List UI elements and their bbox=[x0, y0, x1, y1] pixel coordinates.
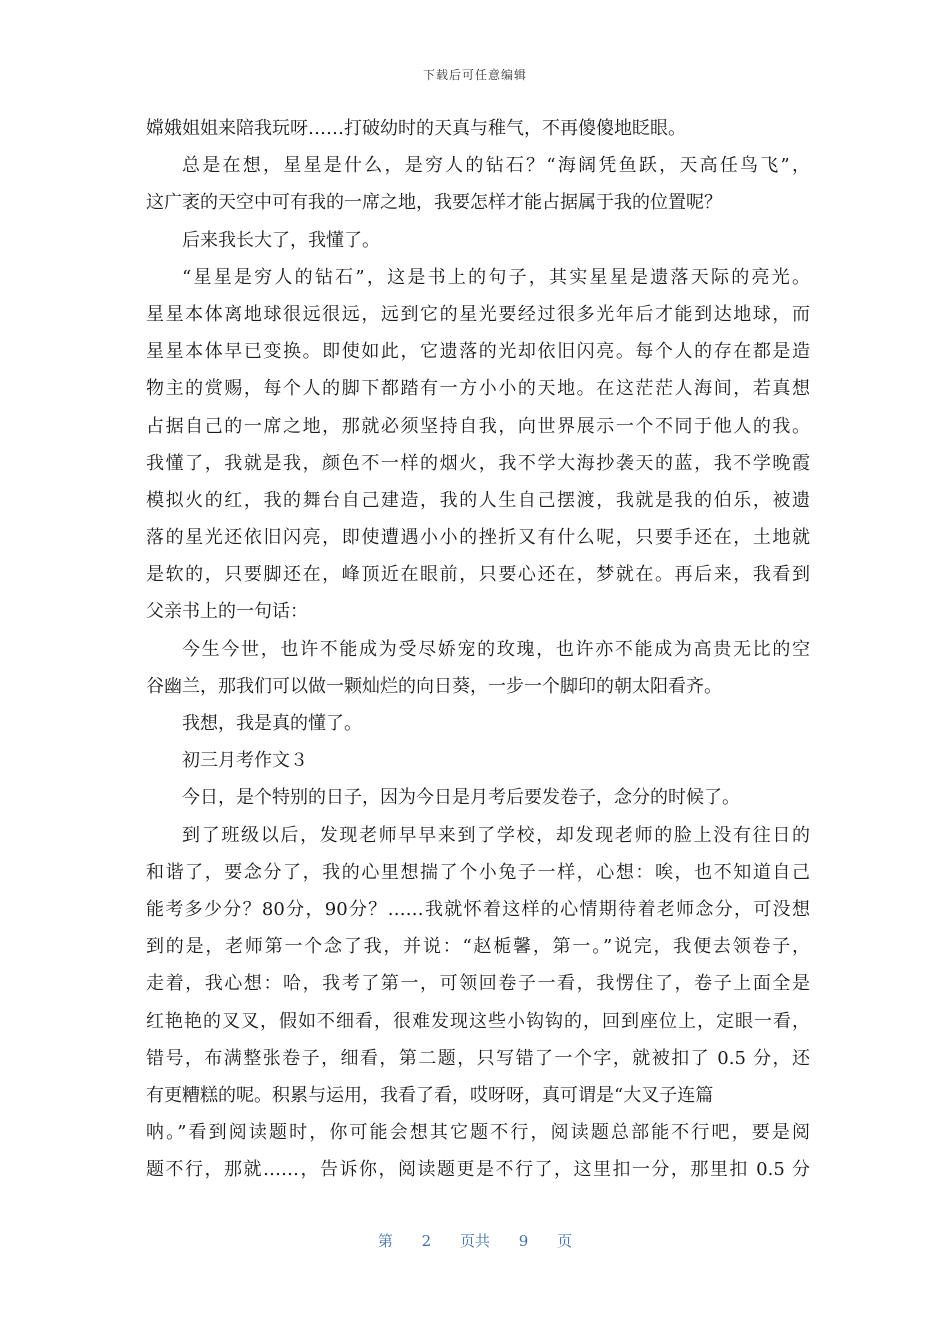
footer-prefix: 第 bbox=[377, 1232, 393, 1250]
text-line: 能考多少分？80分，90分？……我就怀着这样的心情期待着老师念分，可没想 bbox=[146, 898, 810, 920]
text-line: 题不行，那就……，告诉你，阅读题更是不行了，这里扣一分，那里扣 0.5 分 bbox=[146, 1159, 810, 1181]
text-line: 谷幽兰，那我们可以做一颗灿烂的向日葵，一步一个脚印的朝太阳看齐。 bbox=[146, 675, 722, 697]
text-line: 后来我长大了，我懂了。 bbox=[182, 229, 380, 251]
text-line: 今生今世，也许不能成为受尽娇宠的玫瑰，也许亦不能成为高贵无比的空 bbox=[182, 638, 810, 660]
footer-page-number: 2 bbox=[421, 1232, 432, 1250]
text-line: 总是在想，星星是什么，是穷人的钻石？“海阔凭鱼跃，天高任鸟飞”， bbox=[182, 155, 810, 177]
footer-middle: 页共 bbox=[459, 1232, 490, 1250]
text-line: 这广袤的天空中可有我的一席之地，我要怎样才能占据属于我的位置呢？ bbox=[146, 192, 722, 214]
text-line: 我懂了，我就是我，颜色不一样的烟火，我不学大海抄袭天的蓝，我不学晚霞 bbox=[146, 452, 810, 474]
page-footer bbox=[0, 1230, 950, 1251]
text-line: 物主的赏赐，每个人的脚下都踏有一方小小的天地。在这茫茫人海间，若真想 bbox=[146, 378, 810, 400]
text-line: 今日，是个特别的日子，因为今日是月考后要发卷子，念分的时候了。 bbox=[182, 787, 740, 809]
text-line: 和谐了，要念分了，我的心里想揣了个小兔子一样，心想：唉，也不知道自己 bbox=[146, 861, 810, 883]
text-line: 初三月考作文３ bbox=[182, 750, 308, 772]
text-line: 嫦娥姐姐来陪我玩呀……打破幼时的天真与稚气，不再傻傻地眨眼。 bbox=[146, 118, 686, 139]
text-line: 星星本体早已变换。即使如此，它遗落的光却依旧闪亮。每个人的存在都是造 bbox=[146, 341, 810, 363]
text-line: 有更糟糕的呢。积累与运用，我看了看，哎呀呀，真可谓是“大叉子连篇 bbox=[146, 1084, 714, 1106]
text-line: 占据自己的一席之地，那就必须坚持自我，向世界展示一个不同于他人的我。 bbox=[146, 415, 810, 437]
page-header: 下载后可任意编辑 bbox=[422, 68, 527, 82]
text-line: 到了班级以后，发现老师早早来到了学校，却发现老师的脸上没有往日的 bbox=[182, 824, 810, 846]
text-line: 走着，我心想：哈，我考了第一，可领回卷子一看，我愣住了，卷子上面全是 bbox=[146, 973, 810, 995]
text-line: 落的星光还依旧闪亮，即使遭遇小小的挫折又有什么呢，只要手还在，土地就 bbox=[146, 527, 810, 549]
footer-total-pages: 9 bbox=[518, 1232, 529, 1250]
text-line: 模拟火的红，我的舞台自己建造，我的人生自己摆渡，我就是我的伯乐，被遗 bbox=[146, 489, 810, 511]
text-line: 到的是，老师第一个念了我，并说：“赵栀馨，第一。”说完，我便去领卷子， bbox=[146, 936, 810, 958]
text-line: 错号，布满整张卷子，细看，第二题，只写错了一个字，就被扣了 0.5 分，还 bbox=[146, 1047, 810, 1069]
text-line: 我想，我是真的懂了。 bbox=[182, 713, 362, 734]
text-line: 红艳艳的叉叉，假如不细看，很难发现这些小钩钩的，回到座位上，定眼一看， bbox=[146, 1010, 810, 1032]
text-line: 是软的，只要脚还在，峰顶近在眼前，只要心还在，梦就在。再后来，我看到 bbox=[146, 564, 810, 586]
text-line: 父亲书上的一句话： bbox=[146, 601, 308, 623]
text-line: 呐。”看到阅读题时，你可能会想其它题不行，阅读题总部能不行吧，要是阅 bbox=[146, 1122, 810, 1144]
document-body bbox=[146, 110, 810, 1188]
footer-suffix: 页 bbox=[557, 1232, 573, 1250]
text-line: “星星是穷人的钻石”，这是书上的句子，其实星星是遗落天际的亮光。 bbox=[182, 266, 810, 288]
text-line: 星星本体离地球很远很远，远到它的星光要经过很多光年后才能到达地球，而 bbox=[146, 303, 810, 325]
